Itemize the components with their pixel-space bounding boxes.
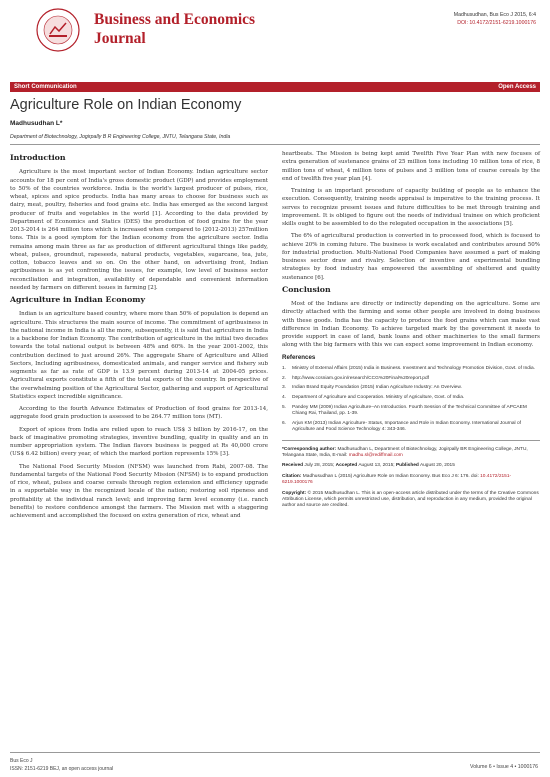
page-header <box>0 0 550 88</box>
reference-list <box>282 366 540 434</box>
reference-item: 4. Department of Agriculture and Cooperation. Ministry of Agriculture, Govt. of India. <box>282 395 465 401</box>
journal-logo <box>36 8 80 52</box>
paragraph: heartbeats. The Mission is being kept amid Twelfth Five Year Plan with new focuses of extra generation of sustenance grains of 25 million tons including 10 million tons of rice, 8 million tons of wheat, 4 million tons of pulses and 3 million tons of coarse cereals by the end of twelfth five year plan [4]. <box>282 151 540 182</box>
footer-left: Bus Eco J ISSN: 2151-6219 BEJ, an open access journal <box>10 758 114 772</box>
header-citation: Madhusudhan, Bus Eco J 2015, 6:4 DOI: 10.4172/2151-6219.1000176 <box>453 12 536 26</box>
citation: Citation: Madhusudhan L (2015) Agriculture Role on Indian Economy. Bus Eco J 6: 176. doi: 10.4172/2151-6219.1000176 <box>282 473 512 486</box>
doi-link[interactable]: DOI: 10.4172/2151-6219.1000176 <box>457 20 536 26</box>
open-access-label: Open Access <box>498 84 536 90</box>
affiliation: Department of Biotechnology, Jogirpally B R Engineering College, JNTU, Telangana State, India <box>10 134 231 140</box>
reference-item[interactable]: 2. http://www.ccsniam.gov.in/research/CCG%20Final%20report.pdf <box>282 375 429 381</box>
dates: Received July 28, 2015; Accepted August 13, 2015; Published August 20, 2015 <box>282 463 455 469</box>
heading-agriculture-in-indian-economy: Agriculture in Indian Economy <box>10 295 146 304</box>
paragraph: The National Food Security Mission (NFSM) was launched from Rabi, 2007-08. The fundamental targets of the National Food Security Mission (NFSM) is to expand production of rice, wheat, pulses and coarse cereals through region extension and efficiency upgrade in a supportable way in the recognized locale of the nation; restoring soil ripeness and profitability at the individual ranch level; and improving farm level economy (i.e. ranch benefits) to restore confidence amongst the farmers. The Mission met with a staggering achievement and accomplished the focused on extra generation of rice, wheat and <box>10 463 268 519</box>
reference-item: 3. Indian Brand Equity Foundation (2015) Indian Agriculture Industry: An Overview. <box>282 385 462 391</box>
heading-conclusion: Conclusion <box>282 284 331 294</box>
journal-title: Business and Economics Journal <box>94 11 256 47</box>
article-info-box <box>282 440 540 510</box>
right-column <box>282 150 540 514</box>
reference-item: 5. Pandey MM (2009) Indian Agriculture–An Introduction. Fourth Session of the Technical Committee of APCAEM Chiang Rai, Thailand, pp. 1-39. <box>282 404 527 417</box>
paragraph: Indian is an agriculture based country, where more than 50% of population is depend an agriculture. This structures the main source of income. The commitment of agribusiness in the national income in India is all the more, subsequently, it is said that agriculture in India is a backbone for Indian Economy. The contribution of agriculture in the initial two decades towards the total national output is between 48% and 60%. In the year 2001-2002, this contribution declined to just around 26%. The aggregate Share of Agriculture and Allied Sectors, Including agribusiness, domesticated animals, and ranger service and fishery sub segments as far as rate of GDP is 13.9 percent during 2013-14 at 2004-05 prices. Agricultural exports constitute a fifth of the total exports of the country. In perspective of the overwhelming position of the Agricultural Sector, gathering and support of Agricultural Statistics expect incredible significance. <box>10 311 268 400</box>
left-column <box>10 150 268 524</box>
reference-item: 6. Arjun KM (2013) Indian Agriculture- Status, Importance and Role in Indian Economy. International Journal of Agriculture and Food Science Technology 4: 343-346. <box>282 421 521 433</box>
corresponding-author: *Corresponding author: Madhusudhan L, Department of Biotechnology, Jogirpally BR Engineering College, JNTU, Telangana State, India, E-mail: madhu.sl@rediffmail.com <box>282 446 528 459</box>
heading-introduction: Introduction <box>10 153 66 162</box>
footer-volume: Volume 6 • Issue 4 • 1000176 <box>470 764 538 770</box>
article-title: Agriculture Role on Indian Economy <box>10 97 242 113</box>
footer-divider <box>10 752 540 753</box>
email-link[interactable]: madhu.sl@rediffmail.com <box>348 453 403 459</box>
paragraph: Most of the Indians are directly or indirectly depending on the agriculture. Some are directly attached with the farming and some other people are involved in doing business with these goods. India has the capacity to produce the food grains which can make vast difference in Indian Economy. To achieve targeted mark by the government it needs to provide support in case of land, bank loans and other machineries to the small farmers along with the big farmers with this we can expect some improvement in Indian economy. <box>282 301 540 349</box>
paragraph: According to the fourth Advance Estimates of Production of food grains for 2013-14, aggregate food grain production is assessed to be 264.77 million tons (MT). <box>10 406 268 421</box>
copyright: Copyright: © 2015 Madhusudhan L. This is an open-access article distributed under the terms of the Creative Commons Attribution License, which permits unrestricted use, distribution, and reproduction in any medium, provided the original author and source are credited. <box>282 490 539 509</box>
paragraph: Agriculture is the most important sector of Indian Economy. Indian agriculture sector accounts for 18 per cent of India's gross domestic product (GDP) and provides employment to 50% of the countries workforce. India is the world's largest producer of pulses, rice, wheat, spices and spice products. India has many areas to choose for business such as dairy, meat, poultry, fisheries and food grains etc. India has emerged as the second largest producer of fruits and vegetables in the world [1]. According to the data provided by Department of Economics and Statics (DES) the production of food grains for the year 2013-2014 is 264 million tons which is increased when compared to (2012-2013) 257million tons. This is a good symptom for the Indian economy from the agriculture sector. India remains among main three as far as production of different agricultural things like paddy, wheat, pulses, groundnut, rapeseeds, natural products, vegetables, sugarcane, tea, jute, cotton, tobacco leaves and so on. On the other hand, on advertising front, Indian agribusiness is as yet confronting the issues, for example, low level of business sector reconciliation and integration, availability of dependable and convenient information needed by farmers on different issues in farming [2]. <box>10 169 268 291</box>
heading-references: References <box>282 353 316 361</box>
paragraph: The 6% of agricultural production is converted in to processed food, which is focused to achieve 20% in coming future. The business is work escalated and contributes around 50% for industrial production. Multi-National Food Companies have assumed a part of making business sector draw and rivalry. Selection of inventive and experimental bundling strategies by food industry has empowered the assembling of sheltered and quality sustenance [6]. <box>282 233 540 281</box>
reference-item: 1. Ministry of External Affairs (2015) India in Business. Investment and Technology Promotion Division, Govt. of India. <box>282 365 535 371</box>
article-type-banner <box>10 82 540 92</box>
paragraph: Export of spices from India are relied upon to reach US$ 3 billion by 2016-17, on the back of imaginative promoting strategies, inventive bundling, quality in quality and an in number appropriation system. The Indian flavors business is pegged at Rs 40,000 crore (US$ 6.42 billion) every year, of which the marked portion represents 15% [3]. <box>10 426 268 458</box>
divider <box>10 144 540 145</box>
article-type: Short Communication <box>14 84 77 90</box>
author: Madhusudhan L* <box>10 120 63 127</box>
paragraph: Training is an important procedure of capacity building of people as to enhance the execution. Consequently, training needs appraisal is imperative to the training process. It serves to recognize present issues and future difficulties to be met through training and improvement. It is obliged to figure out the needs of individual trainee on which proficient skills ought to be assembled to do the relegated occupation in the associations [5]. <box>282 188 540 227</box>
citation-doi-link[interactable]: 10.4172/2151-6219.1000176 <box>282 473 512 486</box>
